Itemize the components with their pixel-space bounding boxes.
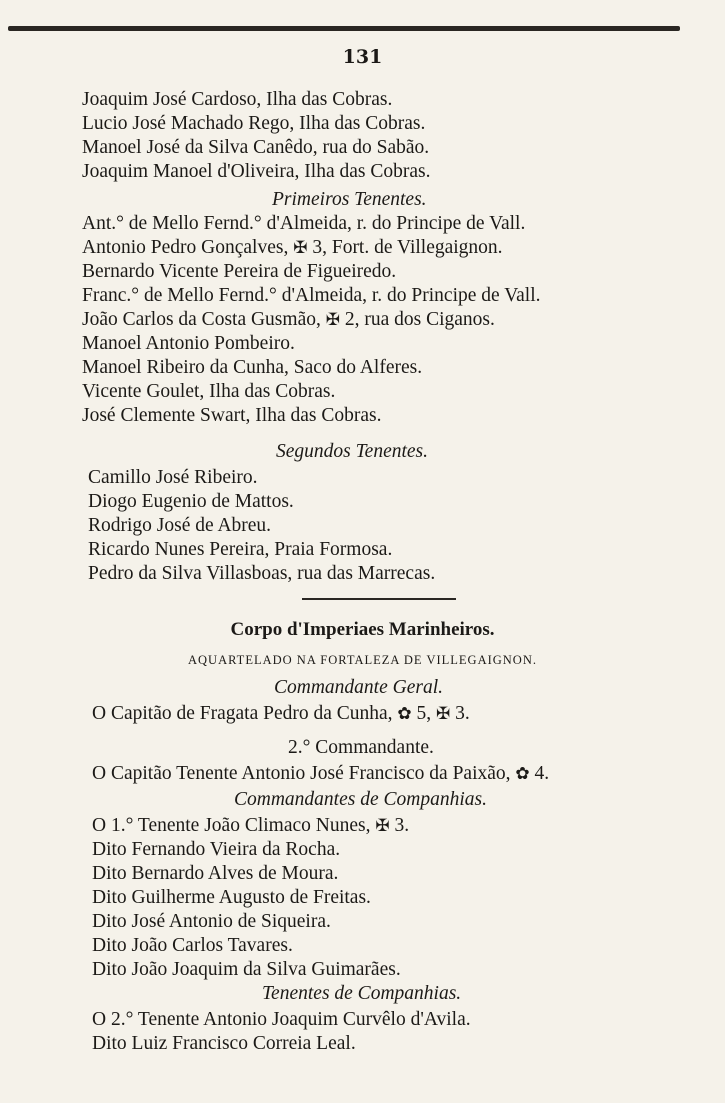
page-number: 131 [342,46,383,68]
heading-commandantes-companhias: Commandantes de Companhias. [234,789,487,810]
text-line: Manoel José da Silva Canêdo, rua do Sabão. [82,137,430,158]
text-line [92,814,409,838]
text-line: O 2.° Tenente Antonio Joaquim Curvêlo d'Avila. [92,1009,471,1030]
text-segment: O Capitão Tenente Antonio José Francisco da Paixão, [92,763,511,784]
text-line: Dito João Joaquim da Silva Guimarães. [92,959,401,980]
text-segment: 3. [455,703,470,724]
text-line: Bernardo Vicente Pereira de Figueiredo. [82,261,397,282]
heading-commandante-geral: Commandante Geral. [274,677,443,698]
text-line: Joaquim Manoel d'Oliveira, Ilha das Cobras. [82,161,431,182]
text-line: Dito Fernando Vieira da Rocha. [92,839,341,860]
text-line: Dito Guilherme Augusto de Freitas. [92,887,371,908]
cross-decoration-icon: ✠ [325,310,340,329]
text-line [82,308,495,332]
heading-tenentes-companhias: Tenentes de Companhias. [262,983,462,1004]
text-segment: Antonio Pedro Gonçalves, [82,237,289,258]
section-title: Corpo d'Imperiaes Marinheiros. [230,619,495,640]
text-segment: 4. [534,763,550,784]
rose-decoration-icon: ✿ [515,764,530,783]
text-segment: O Capitão de Fragata Pedro da Cunha, [92,703,393,724]
heading-segundo-commandante: 2.° Commandante. [288,737,434,758]
text-line: Manoel Antonio Pombeiro. [82,333,295,354]
cross-decoration-icon: ✠ [375,816,390,835]
text-line: Dito José Antonio de Siqueira. [92,911,331,932]
text-segment: João Carlos da Costa Gusmão, [82,309,321,330]
text-line: Rodrigo José de Abreu. [88,515,272,536]
text-line: Camillo José Ribeiro. [88,467,258,488]
text-segment: 3, Fort. de Villegaignon. [312,237,503,258]
heading-primeiros-tenentes: Primeiros Tenentes. [272,189,427,210]
text-line: José Clemente Swart, Ilha das Cobras. [82,405,382,426]
text-line: Manoel Ribeiro da Cunha, Saco do Alferes. [82,357,423,378]
text-line [92,762,549,786]
text-line: Dito João Carlos Tavares. [92,935,293,956]
text-line [82,236,503,260]
text-segment: 2, rua dos Ciganos. [344,309,495,330]
section-divider [302,598,456,600]
text-line [92,702,470,726]
text-line: Ant.° de Mello Fernd.° d'Almeida, r. do Principe de Vall. [82,213,526,234]
text-segment: O 1.° Tenente João Climaco Nunes, [92,815,371,836]
text-line: Ricardo Nunes Pereira, Praia Formosa. [88,539,393,560]
heading-segundos-tenentes: Segundos Tenentes. [276,441,429,462]
text-line: Dito Luiz Francisco Correia Leal. [92,1033,356,1054]
text-line: Diogo Eugenio de Mattos. [88,491,294,512]
top-rule [8,26,680,31]
text-line: Vicente Goulet, Ilha das Cobras. [82,381,336,402]
rose-decoration-icon: ✿ [397,704,412,723]
text-segment: 3. [394,815,410,836]
section-subtitle: AQUARTELADO NA FORTALEZA DE VILLEGAIGNON. [187,653,537,667]
text-line: Dito Bernardo Alves de Moura. [92,863,339,884]
text-line: Lucio José Machado Rego, Ilha das Cobras. [82,113,426,134]
text-line: Joaquim José Cardoso, Ilha das Cobras. [82,89,393,110]
text-line: Franc.° de Mello Fernd.° d'Almeida, r. do Principe de Vall. [82,285,541,306]
cross-decoration-icon: ✠ [436,704,451,723]
text-line: Pedro da Silva Villasboas, rua das Marrecas. [88,563,436,584]
text-segment: 5, [416,703,432,724]
cross-decoration-icon: ✠ [293,238,308,257]
